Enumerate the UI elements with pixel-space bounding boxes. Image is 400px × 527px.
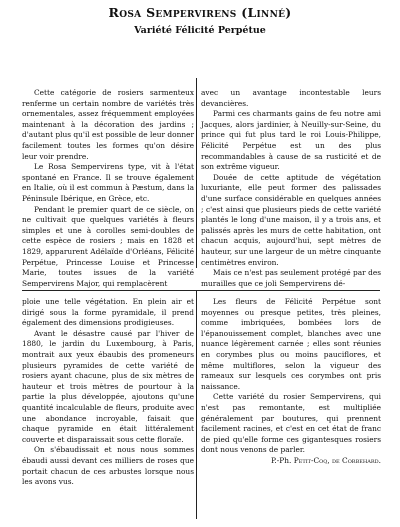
- title-species: Rosa Sempervirens: [108, 5, 237, 20]
- column-bottom-right: [201, 297, 381, 517]
- paragraph: Parmi ces charmants gains de feu notre ami Jacques, alors jardinier, à Neuilly-sur-Seine, du prince qui fut plus tard le roi Louis-Philippe, Félicité Perpétue est un des plus recommandables à cause de sa rusticité et de son extrême vigueur.: [201, 109, 381, 172]
- signature-initials: P.-Ph.: [270, 455, 292, 465]
- page-rule: [22, 290, 380, 291]
- title-author: (Linné): [241, 5, 292, 20]
- paragraph: Le Rosa Sempervirens type, vit à l'état spontané en France. Il se trouve également en Italie, où il est commun à Pæstum, dans la Péninsule Ibérique, en Grèce, etc.: [22, 162, 194, 203]
- paragraph: Douée de cette aptitude de végétation luxuriante, elle peut former des palissades d'une surface considérable en quelques années ; c'est ainsi que plusieurs pieds de cette variété plantés le long d'une maison, il y a trois ans, et palissés après les murs de cette habitation, ont chacun acquis, aujourd'hui, sept mètres de hauteur, sur une largeur de un mètre cinquante centimètres environ.: [201, 172, 381, 267]
- paragraph: Cette variété du rosier Sempervirens, qui n'est pas remontante, est multipliée généralement par boutures, qui prennent facilement racines, et c'est en cet état de franc de pied qu'elle forme ces gigantesques rosiers dont nous venons de parler.: [201, 392, 381, 455]
- paragraph: On s'ébaudissait et nous nous sommes ébaudi aussi devant ces milliers de roses que portait chacun de ces arbustes lorsque nous les avons vus.: [22, 445, 194, 487]
- signature-suffix: de Corbehard.: [332, 455, 381, 465]
- column-top-right: [201, 88, 381, 288]
- column-bottom-left: [22, 297, 194, 517]
- column-divider-bottom: [196, 291, 197, 519]
- column-divider-top: [196, 78, 197, 268]
- paragraph: Cette catégorie de rosiers sarmenteux renferme un certain nombre de variétés très ornementales, assez fréquemment employées maintenant à la décoration des jardins ; d'autant plus qu'il est possible de leur donner facilement toutes les formes qu'on désire leur voir prendre.: [22, 88, 194, 161]
- paragraph: Les fleurs de Félicité Perpétue sont moyennes ou presque petites, très pleines, comme imbriquées, bombées lors de l'épanouissement complet, blanches avec une nuance légèrement carnée ; elles sont réunies en corymbes plus ou moins pauciflores, et même multiflores, selon la vigueur des rameaux sur lesquels ces corymbes ont pris naissance.: [201, 297, 381, 391]
- signature-name: Petit-Coq: [293, 455, 328, 465]
- signature: [201, 456, 381, 467]
- article-title: [0, 5, 400, 20]
- paragraph: avec un avantage incontestable leurs devancières.: [201, 88, 381, 108]
- article-subtitle: Variété Félicité Perpétue: [134, 25, 266, 36]
- paragraph: ploie une telle végétation. En plein air et dirigé sous la forme pyramidale, il prend également des dimensions prodigieuses.: [22, 297, 194, 328]
- signature-comma: ,: [327, 455, 333, 465]
- column-top-left: [22, 88, 194, 288]
- paragraph: Mais ce n'est pas seulement protégé par des murailles que ce joli Sempervirens dé-: [201, 268, 381, 288]
- paragraph: Avant le désastre causé par l'hiver de 1880, le jardin du Luxembourg, à Paris, montrait aux yeux ébaubis des promeneurs plusieurs pyramides de cette variété de rosiers ayant chacune, plus de six mètres de hauteur et trois mètres de pourtour à la partie la plus développée, ajoutons qu'une quantité incalculable de fleurs, produite avec une abondance incroyable, faisait que chaque pyramide en était littéralement couverte et disparaissait sous cette floraïe.: [22, 328, 194, 444]
- paragraph: Pendant le premier quart de ce siècle, on ne cultivait que quelques variétés à fleurs simples et une à corolles semi-doubles de cette espèce de rosiers ; mais en 1828 et 1829, apparurent Adélaïde d'Orléans, Félicité Perpétue, Princesse Louise et Princesse Marie, toutes issues de la variété Sempervirens Major, qui remplacèrent: [22, 204, 194, 288]
